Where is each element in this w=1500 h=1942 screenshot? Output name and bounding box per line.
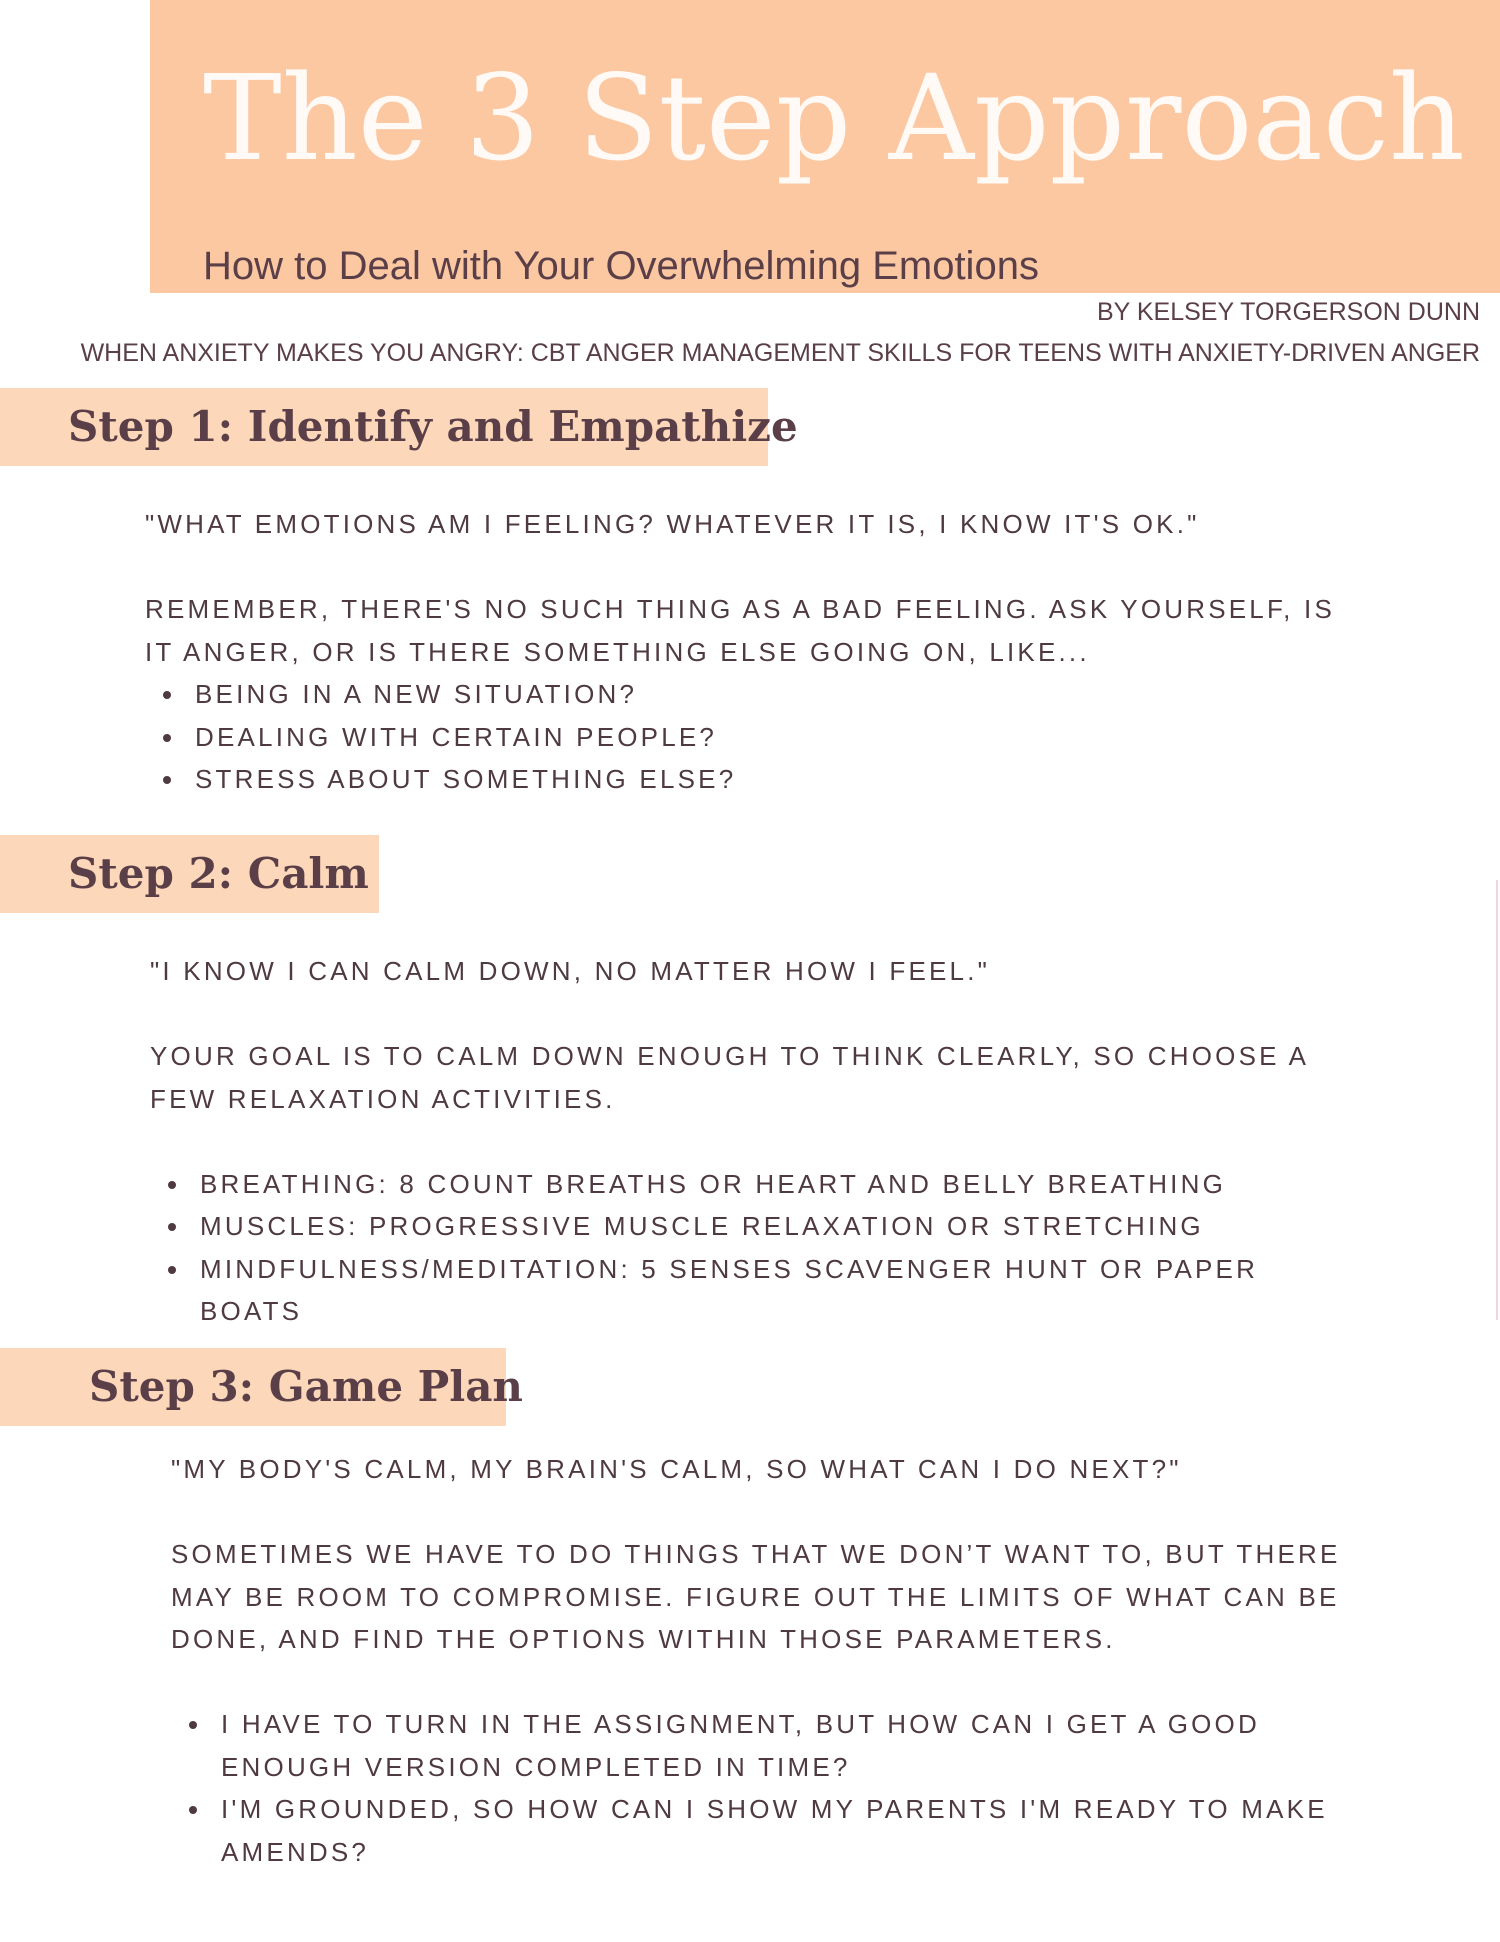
step-3-quote: "MY BODY'S CALM, MY BRAIN'S CALM, SO WHAT CAN I DO NEXT?"	[171, 1454, 1182, 1484]
step-3-list	[171, 1703, 1386, 1873]
list-item: STRESS ABOUT SOMETHING ELSE?	[145, 758, 1360, 801]
page-title: The 3 Step Approach	[203, 49, 1465, 187]
step-2-content	[150, 950, 1365, 1333]
page-subtitle: How to Deal with Your Overwhelming Emotions	[203, 244, 1039, 288]
step-3-title: Step 3: Game Plan	[89, 1362, 523, 1411]
step-1-quote: "WHAT EMOTIONS AM I FEELING? WHATEVER IT IS, I KNOW IT'S OK."	[145, 509, 1200, 539]
list-item: I HAVE TO TURN IN THE ASSIGNMENT, BUT HOW CAN I GET A GOOD ENOUGH VERSION COMPLETED IN TIME?	[171, 1703, 1386, 1788]
step-2-list	[150, 1163, 1365, 1333]
list-item: BREATHING: 8 COUNT BREATHS OR HEART AND BELLY BREATHING	[150, 1163, 1365, 1206]
list-item: MINDFULNESS/MEDITATION: 5 SENSES SCAVENGER HUNT OR PAPER BOATS	[150, 1248, 1365, 1333]
source-book-title: WHEN ANXIETY MAKES YOU ANGRY: CBT ANGER MANAGEMENT SKILLS FOR TEENS WITH ANXIETY-DRIVEN ANGER	[80, 339, 1480, 367]
step-1-list	[145, 673, 1360, 801]
list-item: DEALING WITH CERTAIN PEOPLE?	[145, 716, 1360, 759]
step-2-title: Step 2: Calm	[68, 849, 369, 898]
author-byline: BY KELSEY TORGERSON DUNN	[1097, 298, 1480, 326]
list-item: I'M GROUNDED, SO HOW CAN I SHOW MY PARENTS I'M READY TO MAKE AMENDS?	[171, 1788, 1386, 1873]
step-2-body: YOUR GOAL IS TO CALM DOWN ENOUGH TO THINK CLEARLY, SO CHOOSE A FEW RELAXATION ACTIVITIES.	[150, 1041, 1308, 1114]
step-1-title: Step 1: Identify and Empathize	[68, 402, 798, 451]
step-3-body: SOMETIMES WE HAVE TO DO THINGS THAT WE DON’T WANT TO, BUT THERE MAY BE ROOM TO COMPROMISE. FIGURE OUT THE LIMITS OF WHAT CAN BE DONE, AND FIND THE OPTIONS WITHIN THOSE PARAMETERS.	[171, 1539, 1341, 1654]
list-item: BEING IN A NEW SITUATION?	[145, 673, 1360, 716]
step-1-content	[145, 503, 1360, 801]
step-1-body: REMEMBER, THERE'S NO SUCH THING AS A BAD FEELING. ASK YOURSELF, IS IT ANGER, OR IS THERE SOMETHING ELSE GOING ON, LIKE...	[145, 594, 1335, 667]
list-item: MUSCLES: PROGRESSIVE MUSCLE RELAXATION OR STRETCHING	[150, 1205, 1365, 1248]
step-2-quote: "I KNOW I CAN CALM DOWN, NO MATTER HOW I FEEL."	[150, 956, 991, 986]
step-3-content	[171, 1448, 1386, 1873]
edge-divider	[1496, 880, 1498, 1320]
